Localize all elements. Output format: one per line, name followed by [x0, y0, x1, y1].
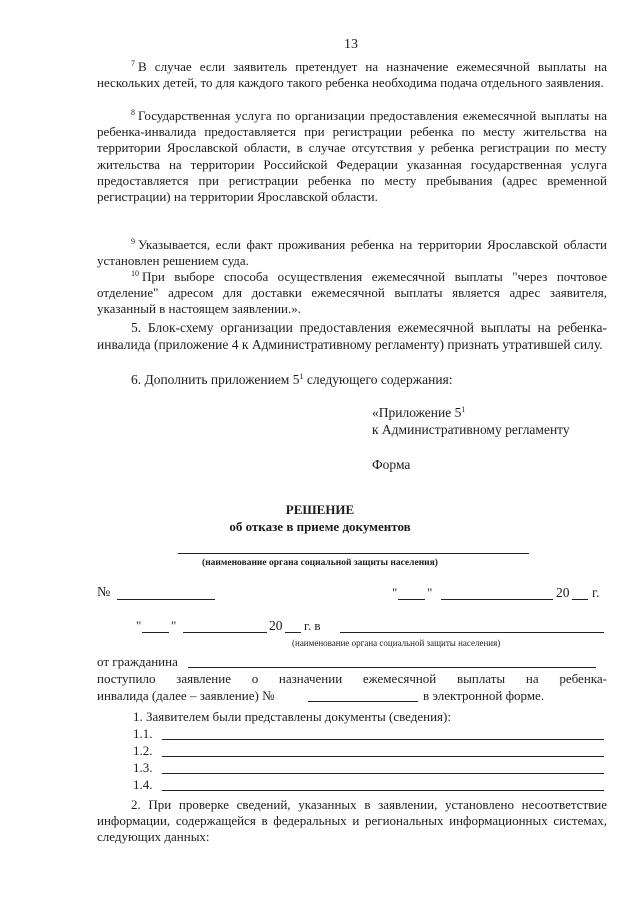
- application-number-line: [308, 701, 418, 702]
- year2-suffix: г. в: [304, 618, 321, 633]
- form-label: Форма: [372, 457, 411, 472]
- footnote-mark: 10: [131, 269, 139, 278]
- item-6-text: 6. Дополнить приложением 5: [131, 372, 300, 387]
- organ2-caption: (наименование органа социальной защиты населения): [292, 638, 501, 648]
- decision-subtitle: об отказе в приеме документов: [229, 519, 411, 534]
- point-2: 2. При проверке сведений, указанных в заявлении, установлено несоответствие информации, содержащейся в федеральных и региональных информационных системах, следующих данных:: [97, 797, 607, 845]
- sub-item-1-4: 1.4.: [133, 777, 153, 792]
- footnote-8: [97, 105, 607, 205]
- number-sign: №: [97, 585, 111, 600]
- decision-title: РЕШЕНИЕ: [285, 502, 355, 517]
- day-line: [398, 599, 425, 600]
- item-6-text-end: следующего содержания:: [303, 372, 453, 387]
- footnote-mark: 7: [131, 59, 135, 68]
- year-prefix: 20: [556, 585, 570, 600]
- footnote-text: Государственная услуга по организации предоставления ежемесячной выплаты на ребенка-инвалида предоставляется при регистрации ребенка по месту жительства на территории Ярославской области, в случае отсутствия у ребенка регистрации по месту жительства на территории Российской Федерации указанная государственная услуга предоставляется при регистрации ребенка по месту пребывания (адрес временной регистрации) на территории Ярославской области.: [97, 108, 607, 205]
- received-line2: [97, 688, 274, 704]
- sub-item-1-2-line: [162, 756, 604, 757]
- sub-item-1-1-line: [162, 739, 604, 740]
- footnote-text: При выборе способа осуществления ежемесячной выплаты "через почтовое отделение" адресом для доставки ежемесячной выплаты является адрес заявителя, указанный в настоящем заявлении.».: [97, 269, 607, 317]
- point-1: 1. Заявителем были представлены документы (сведения):: [133, 709, 451, 724]
- number-line: [117, 599, 215, 600]
- appendix-label: [372, 405, 465, 421]
- appendix-line1: «Приложение 5: [372, 405, 462, 420]
- citizen-name-line: [188, 667, 596, 668]
- received-line2-text: инвалида (далее – заявление) №: [97, 688, 275, 703]
- sub-item-1-4-line: [162, 790, 604, 791]
- organ-caption: (наименование органа социальной защиты населения): [202, 558, 438, 568]
- year-line: [572, 599, 588, 600]
- footnote-mark: 8: [131, 108, 135, 117]
- year-suffix: г.: [592, 585, 600, 600]
- organ-name-line: [178, 553, 529, 554]
- date-quote-close: ": [427, 585, 433, 600]
- received-line2-end: в электронной форме.: [423, 688, 545, 703]
- item-6-sup: 1: [299, 372, 304, 381]
- footnote-7: [97, 56, 607, 91]
- organ2-line: [340, 632, 604, 633]
- year2-line: [285, 632, 301, 633]
- date2-quote-open: ": [136, 618, 142, 633]
- sub-item-1-3: 1.3.: [133, 760, 153, 775]
- day2-line: [142, 632, 169, 633]
- appendix-line2: к Административному регламенту: [372, 422, 570, 437]
- appendix-sup: 1: [461, 405, 466, 414]
- sub-item-1-1: 1.1.: [133, 726, 153, 741]
- footnote-10: [97, 266, 607, 318]
- item-6-paragraph: [131, 372, 453, 388]
- received-line1: поступило заявление о назначении ежемесячной выплаты на ребенка-: [97, 671, 607, 686]
- footnote-9: [97, 234, 607, 269]
- year2-prefix: 20: [269, 618, 283, 633]
- footnote-text: В случае если заявитель претендует на назначение ежемесячной выплаты на нескольких детей, то для каждого такого ребенка необходима подача отдельного заявления.: [97, 59, 607, 91]
- month-line: [441, 599, 553, 600]
- date2-quote-close: ": [171, 618, 177, 633]
- from-citizen-label: от гражданина: [97, 654, 178, 669]
- footnote-mark: 9: [131, 237, 135, 246]
- footnote-text: Указывается, если факт проживания ребенка на территории Ярославской области установлен решением суда.: [97, 237, 607, 269]
- sub-item-1-3-line: [162, 773, 604, 774]
- date-quote-open: ": [392, 585, 398, 600]
- item-5-paragraph: 5. Блок-схему организации предоставления ежемесячной выплаты на ребенка-инвалида (приложение 4 к Административному регламенту) признать утратившей силу.: [97, 320, 607, 352]
- month2-line: [183, 632, 267, 633]
- sub-item-1-2: 1.2.: [133, 743, 153, 758]
- page-number: 13: [344, 37, 358, 52]
